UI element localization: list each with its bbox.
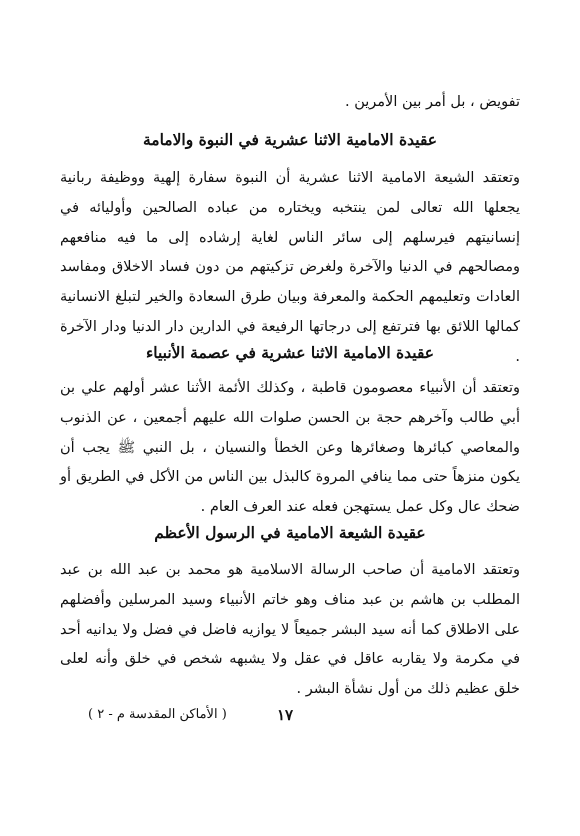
section-heading-infallibility: عقيدة الامامية الاثنا عشرية في عصمة الأنبياء	[145, 343, 435, 362]
page-number: ١٧	[276, 706, 294, 724]
section-heading-prophet: عقيدة الشيعة الامامية في الرسول الأعظم	[154, 523, 426, 542]
paragraph-prophet: وتعتقد الامامية أن صاحب الرسالة الاسلامية هو محمد بن عبد الله بن عبد المطلب بن هاشم بن عبد مناف وهو خاتم الأنبياء وسيد المرسلين وأفضلهم على الاطلاق كما أنه سيد البشر جميعاً لا يوازيه فاضل في فضل ولا يدانيه أحد في مكرمة ولا يقاربه عاقل في عقل ولا يشبهه شخص في خلق وأنه لعلى خلق عظيم ذلك من أول نشأة البشر .	[60, 562, 520, 698]
paragraph-infallibility: وتعتقد أن الأنبياء معصومون قاطبة ، وكذلك الأئمة الأثنا عشر أولهم علي بن أبي طالب وآخرهم حجة بن الحسن صلوات الله عليهم أجمعين ، عن الذنوب والمعاصي كبائرها وصغائرها وعن الخطأ والنسيان ، بل النبي ﷺ يجب أن يكون منزهاً حتى مما ينافي المروة كالبذل بين الناس من الأكل في الطريق أو ضحك عال وكل عمل يستهجن فعله عند العرف العام .	[60, 380, 520, 516]
intro-line: تفويض ، بل أمر بين الأمرين .	[344, 94, 520, 110]
footer-source: ( الأماكن المقدسة م - ٢ )	[88, 707, 227, 722]
paragraph-prophethood: وتعتقد الشيعة الامامية الاثنا عشرية أن النبوة سفارة إلهية ووظيفة ربانية يجعلها الله تعالى لمن ينتخبه ويختاره من عباده الصالحين وأوليائه في إنسانيتهم فيرسلهم إلى سائر الناس لغاية إرشاده إلى ما فيه منافعهم ومصالحهم في الدنيا والآخرة ولغرض تزكيتهم من دون فساد الاخلاق ومفاسد العادات وتعليمهم الحكمة والمعرفة وبيان طرق السعادة والخير لتبلغ الانسانية كمالها اللائق بها فترتفع إلى درجاتها الرفيعة في الدارين دار الدنيا ودار الآخرة .	[60, 170, 520, 365]
section-heading-prophethood: عقيدة الامامية الاثنا عشرية في النبوة والامامة	[142, 130, 438, 149]
